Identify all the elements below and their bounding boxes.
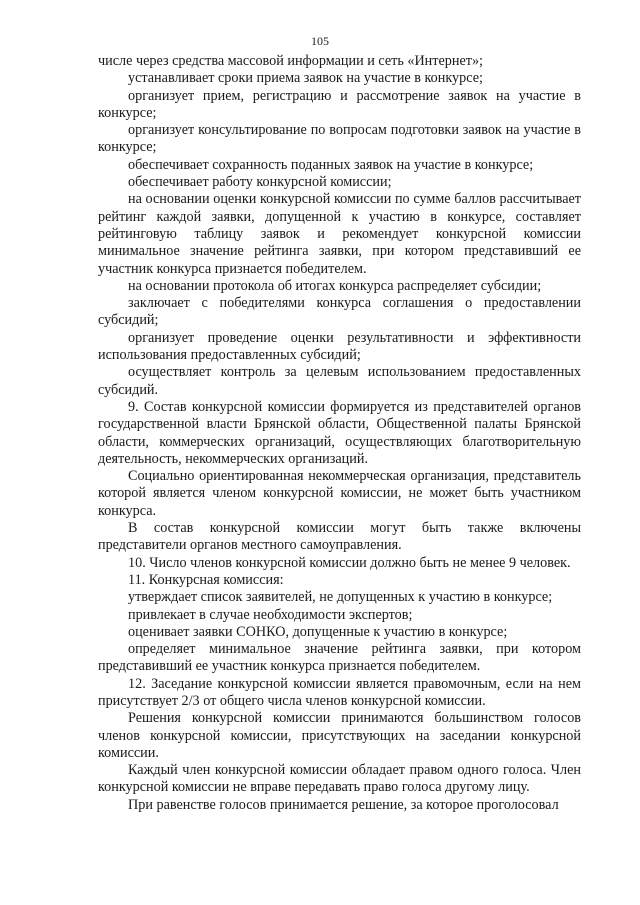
- paragraph: В состав конкурсной комиссии могут быть также включены представители органов местного самоуправления.: [98, 520, 581, 554]
- paragraph: Каждый член конкурсной комиссии обладает правом одного голоса. Член конкурсной комиссии не вправе передавать право голоса другому лицу.: [98, 762, 581, 796]
- paragraph: организует прием, регистрацию и рассмотрение заявок на участие в конкурсе;: [98, 87, 581, 121]
- paragraph: обеспечивает сохранность поданных заявок на участие в конкурсе;: [128, 156, 534, 173]
- paragraph: оценивает заявки СОНКО, допущенные к участию в конкурсе;: [128, 623, 508, 640]
- paragraph: 11. Конкурсная комиссия:: [128, 571, 284, 588]
- paragraph: осуществляет контроль за целевым использованием предоставленных субсидий.: [98, 364, 581, 398]
- paragraph: устанавливает сроки приема заявок на участие в конкурсе;: [128, 70, 483, 87]
- paragraph: на основании протокола об итогах конкурса распределяет субсидии;: [128, 277, 542, 294]
- page-number: 105: [311, 34, 329, 48]
- paragraph: заключает с победителями конкурса соглашения о предоставлении субсидий;: [98, 295, 581, 329]
- paragraph: обеспечивает работу конкурсной комиссии;: [128, 174, 392, 191]
- paragraph: на основании оценки конкурсной комиссии по сумме баллов рассчитывает рейтинг каждой заявки, допущенной к участию в конкурсе, составляет рейтинговую таблицу заявок и рекомендует конкурсной комиссии минимальное значение рейтинга заявки, при котором представивший ее участник конкурса признается победителем.: [98, 191, 581, 277]
- paragraph: При равенстве голосов принимается решение, за которое проголосовал: [128, 796, 559, 813]
- paragraph: организует проведение оценки результативности и эффективности использования предоставленных субсидий;: [98, 329, 581, 364]
- paragraph: определяет минимальное значение рейтинга заявки, при котором представивший ее участник конкурса признается победителем.: [98, 641, 581, 675]
- paragraph: привлекает в случае необходимости экспертов;: [128, 606, 413, 623]
- paragraph: 9. Состав конкурсной комиссии формируется из представителей органов государственной власти Брянской области, Общественной палаты Брянской области, коммерческих организаций, осуществляющих благотворительную деятельность, некоммерческих организаций.: [98, 398, 581, 467]
- document-body: [98, 53, 581, 814]
- paragraph: 10. Число членов конкурсной комиссии должно быть не менее 9 человек.: [128, 554, 571, 571]
- paragraph: 12. Заседание конкурсной комиссии является правомочным, если на нем присутствует 2/3 от общего числа членов конкурсной комиссии.: [98, 675, 581, 709]
- paragraph: утверждает список заявителей, не допущенных к участию в конкурсе;: [128, 589, 553, 606]
- paragraph: организует консультирование по вопросам подготовки заявок на участие в конкурсе;: [98, 122, 581, 156]
- paragraph: Социально ориентированная некоммерческая организация, представитель которой является членом конкурсной комиссии, не может быть участником конкурса.: [98, 468, 581, 519]
- paragraph: Решения конкурсной комиссии принимаются большинством голосов членов конкурсной комиссии, присутствующих на заседании конкурсной комиссии.: [98, 710, 581, 761]
- paragraph: числе через средства массовой информации и сеть «Интернет»;: [98, 53, 483, 69]
